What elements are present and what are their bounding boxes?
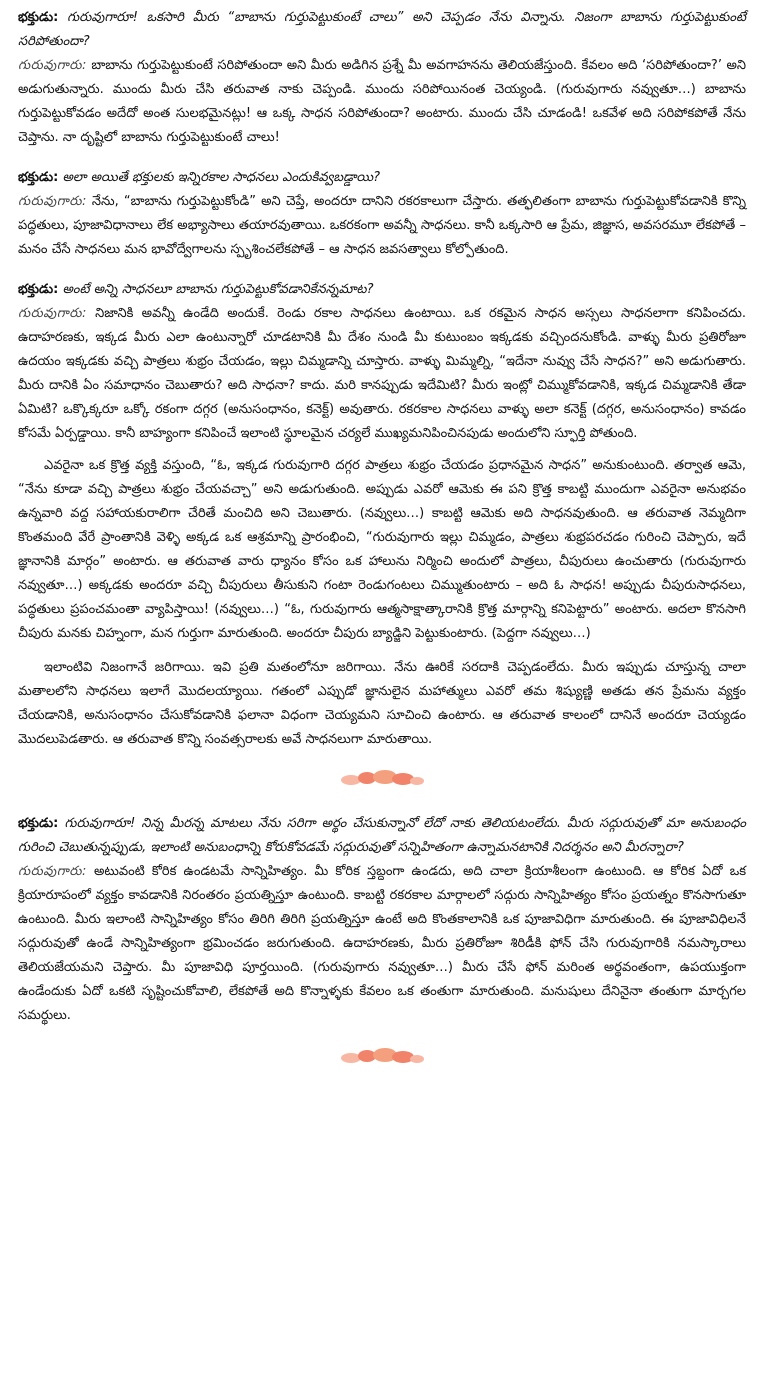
article [18,6,746,1090]
guru-answer: నిజానికి అవన్నీ ఉండేది అందుకే. రెండు రకాల సాధనలు ఉంటాయి. ఒక రకమైన సాధన అస్సలు సాధనలాగా కనిపించదు. ఉదాహరణకు, ఇక్కడ మీరు ఎలా ఉంటున్నారో చూడటానికి మీ దేశం నుండి మీ కుటుంబం ఇక్కడకు వచ్చిందనుకోండి. వాళ్ళు మీరు ప్రతిరోజూ ఉదయం ఇక్కడకు వచ్చి పాత్రలు శుభ్రం చేయడం, ఇల్లు చిమ్మడాన్ని చూస్తారు. వాళ్ళు మిమ్మల్ని, “ఇదేనా నువ్వు చేసే సాధన?” అని అడుగుతారు. మీరు దానికి ఏం సమాధానం చెబుతారు? అది సాధనా? కాదు. మరి కానప్పుడు ఇదేమిటి? మీరు ఇంట్లో చిమ్ముకోవడానికి, ఇక్కడ చిమ్మడానికి తేడా ఏమిటి? ఒక్కొక్కరూ ఒక్కో రకంగా దగ్గర (అనుసంధానం, కనెక్ట్) అవుతారు. రకరకాల సాధనలు వాళ్ళు అలా కనెక్ట్ (దగ్గర, అనుసంధానం) కావడం కోసమే ఏర్పడ్డాయి. కానీ బాహ్యంగా కనిపించే ఇలాంటి స్థూలమైన చర్యలే ముఖ్యమనిపించినపుడు అందులోని స్ఫూర్తి పోతుంది. [18,306,746,441]
answer-paragraph: ఎవరైనా ఒక క్రొత్త వ్యక్తి వస్తుంది, “ఓ, ఇక్కడ గురువుగారి దగ్గర పాత్రలు శుభ్రం చేయడం ప్రధానమైన సాధన” అనుకుంటుంది. తర్వాత ఆమె, “నేను కూడా వచ్చి పాత్రలు శుభ్రం చేయవచ్చా” అని అడుగుతుంది. అప్పుడు ఎవరో ఆమెకు ఈ పని క్రొత్త కాబట్టి ముందుగా ఎవరైనా అనుభవం ఉన్నవారి వద్ద సహాయకురాలిగా చేరితే మంచిది అని చెబుతారు. (నవ్వులు…) కాబట్టి ఆమెకు అది సాధనవుతుంది. ఆ తరువాత నెమ్మదిగా కొంతమంది వేరే ప్రాంతానికి వెళ్ళి అక్కడ ఒక ఆశ్రమాన్ని ప్రారంభించి, “గురువుగారు ఇల్లు చిమ్మడం, పాత్రలు శుభ్రపరచడం గురించి చెప్పారు, ఇదే జ్ఞానానికి మార్గం” అంటారు. ఆ తరువాత వారు ధ్యానం కోసం ఒక హాలును నిర్మించి అందులో పాత్రలు, చీపురులు ఉంచుతారు (గురువుగారు నవ్వుతూ…) అక్కడకు అందరూ వచ్చి చీపురులు తీసుకుని గంటా రెండుగంటలు చిమ్ముతుంటారు – అది ఓ సాధన! అప్పుడు చీపురుసాధనలు, పద్ధతులు ప్రపంచమంతా వ్యాపిస్తాయి! (నవ్వులు…) “ఓ, గురువుగారు ఆత్మసాక్షాత్కారానికి క్రొత్త మార్గాన్ని కనిపెట్టారు” అంటారు. అదలా కొనసాగి చీపురు మనకు చిహ్నంగా, మన గుర్తుగా మారుతుంది. అందరూ చీపురు బ్యాడ్జిని పెట్టుకుంటారు. (పెద్దగా నవ్వులు…) [18,458,746,641]
devotee-label: భక్తుడు: [18,170,59,185]
flower-petals-icon [337,766,427,788]
devotee-label: భక్తుడు: [18,10,59,25]
devotee-question: గురువుగారూ! నిన్న మీరన్న మాటలు నేను సరిగా అర్థం చేసుకున్నానో లేదో నాకు తెలియటంలేదు. మీరు సద్గురువుతో మా అనుబంధం గురించి చెబుతున్నప్పుడు, ఇలాంటి అనుబంధాన్ని కోరుకోవడమే సద్గురువుతో సన్నిహితంగా ఉన్నామనటానికి నిదర్శనం అని మీరన్నారా? [18,816,747,855]
flower-divider [18,1044,746,1068]
guru-label: గురువుగారు: [18,306,87,321]
qa-block-1 [18,6,746,150]
flower-divider [18,766,746,790]
guru-label: గురువుగారు: [18,194,87,209]
flower-petals-icon [337,1044,427,1066]
devotee-label: భక్తుడు: [18,816,59,831]
qa-block-4 [18,812,746,1028]
devotee-label: భక్తుడు: [18,282,59,297]
qa-block-2 [18,166,746,262]
qa-block-3 [18,278,746,446]
guru-answer: బాబాను గుర్తుపెట్టుకుంటే సరిపోతుందా అని మీరు అడిగిన ప్రశ్నే మీ అవగాహనను తెలియజేస్తుంది. కేవలం అది ‘సరిపోతుందా?’ అని అడుగుతున్నారు. ముందు మీరు చేసి తరువాత నాకు చెప్పండి. ముందు సరిపోయినంత చెయ్యండి. (గురువుగారు నవ్వుతూ…) బాబాను గుర్తుపెట్టుకోవడం అదేదో అంత సులభమైనట్లు! ఆ ఒక్క సాధన సరిపోతుందా? అంటారు. ముందు చేసి చూడండి! ఒకవేళ అది సరిపోకపోతే నేను చెప్తాను. నా దృష్టిలో బాబాను గుర్తుపెట్టుకుంటే చాలు! [18,58,746,145]
guru-answer: అటువంటి కోరిక ఉండటమే సాన్నిహిత్యం. మీ కోరిక స్తబ్దంగా ఉండదు, అది చాలా క్రియాశీలంగా ఉంటుంది. ఆ కోరిక ఏదో ఒక క్రియారూపంలో వ్యక్తం కావడానికి నిరంతరం ప్రయత్నిస్తూ ఉంటుంది. కాబట్టి రకరకాల మార్గాలలో సద్గురు సాన్నిహిత్యం కోసం ప్రయత్నం కొనసాగుతూ ఉంటుంది. మీరు ఇలాంటి సాన్నిహిత్యం కోసం తిరిగి తిరిగి ప్రయత్నిస్తూ ఉంటే అది కొంతకాలానికి ఒక పూజావిధిగా మారుతుంది. ఈ పూజావిధిలనే సద్గురువుతో ఉండే సాన్నిహిత్యంగా భ్రమించడం జరుగుతుంది. ఉదాహరణకు, మీరు ప్రతిరోజూ శిరిడీకి ఫోన్ చేసి గురువుగారికి నమస్కారాలు తెలియజేయమని చెప్తారు. మీ పూజావిధి పూర్తయింది. (గురువుగారు నవ్వుతూ…) మీరు చేసే ఫోన్ మరింత అర్థవంతంగా, ఉపయుక్తంగా ఉండేందుకు ఏదో ఒకటి సృష్టించుకోవాలి, లేకపోతే అది కొన్నాళ్ళకు కేవలం ఒక తంతుగా మారుతుంది. మనుషులు దేనినైనా తంతుగా మార్చగల సమర్థులు. [18,864,746,1023]
answer-paragraph: ఇలాంటివి నిజంగానే జరిగాయి. ఇవి ప్రతి మతంలోనూ జరిగాయి. నేను ఊరికే సరదాకి చెప్పడంలేదు. మీరు ఇప్పుడు చూస్తున్న చాలా మతాలలోని సాధనలు ఇలాగే మొదలయ్యాయి. గతంలో ఎప్పుడో జ్ఞానులైన మహాత్ములు ఎవరో తమ శిష్యుణ్ణి అతడు తన ప్రేమను వ్యక్తం చేయడానికి, అనుసంధానం చేసుకోవడానికి ఫలానా విధంగా చెయ్యమని సూచించి ఉంటారు. ఆ తరువాత కాలంలో దానినే అందరూ చెయ్యడం మొదలుపెడతారు. ఆ తరువాత కొన్ని సంవత్సరాలకు అవే సాధనలుగా మారుతాయి. [18,660,746,747]
guru-answer: నేను, “బాబాను గుర్తుపెట్టుకోండి” అని చెప్తే, అందరూ దానిని రకరకాలుగా చేస్తారు. తత్ఫలితంగా బాబాను గుర్తుపెట్టుకోవడానికి కొన్ని పద్ధతులు, పూజావిధానాలు లేక అభ్యాసాలు తయారవుతాయి. ఒకరకంగా అవన్నీ సాధనలు. కానీ ఒక్కసారి ఆ ప్రేమ, జిజ్ఞాస, అవసరమూ లేకపోతే – మనం చేసే సాధనలు మన భావోద్వేగాలను స్పృశించలేకపోతే – ఆ సాధన జవసత్వాలు కోల్పోతుంది. [18,194,746,257]
devotee-question: అలా అయితే భక్తులకు ఇన్నిరకాల సాధనలు ఎందుకివ్వబడ్డాయి? [62,170,381,185]
guru-label: గురువుగారు: [18,864,87,879]
devotee-question: గురువుగారూ! ఒకసారి మీరు “బాబాను గుర్తుపెట్టుకుంటే చాలు” అని చెప్పడం నేను విన్నాను. నిజంగా బాబాను గుర్తుపెట్టుకుంటే సరిపోతుందా? [18,10,746,49]
guru-label: గురువుగారు: [18,58,87,73]
devotee-question: అంటే అన్ని సాధనలూ బాబాను గుర్తుపెట్టుకోవడానికేనన్నమాట? [62,282,374,297]
